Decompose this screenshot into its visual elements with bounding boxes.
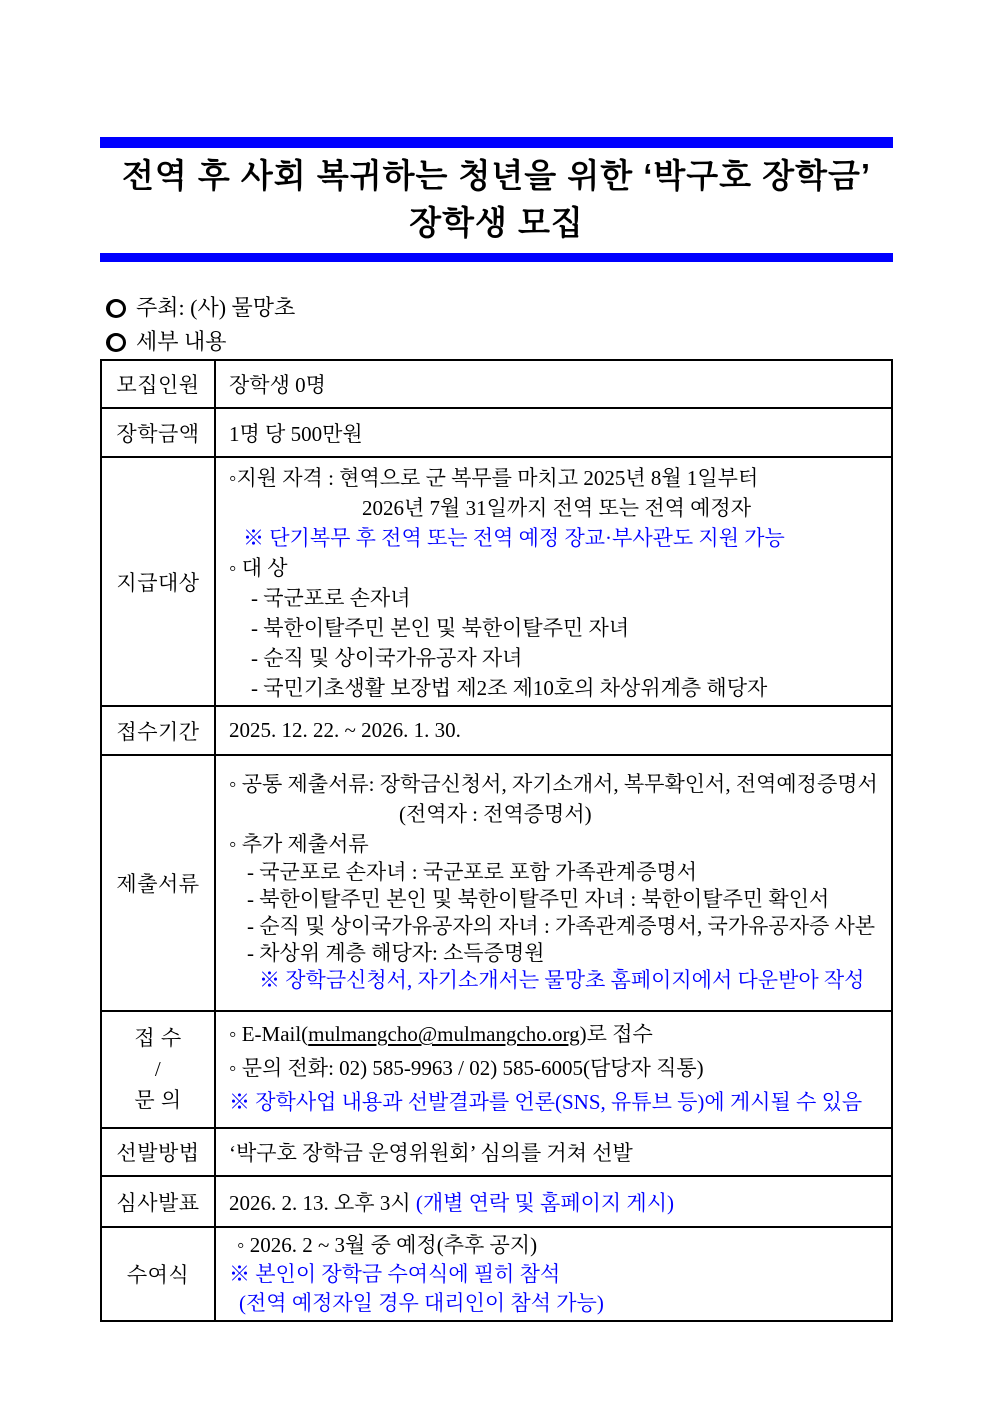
target-line: 2026년 7월 31일까지 전역 또는 전역 예정자 bbox=[362, 496, 752, 520]
documents-line: ◦ 추가 제출서류 bbox=[229, 832, 369, 856]
row-header-ceremony: 수여식 bbox=[101, 1227, 215, 1321]
documents-line: - 순직 및 상이국가유공자의 자녀 : 가족관계증명서, 국가유공자증 사본 bbox=[247, 914, 876, 938]
ceremony-note-line: (전역 예정자일 경우 대리인이 참석 가능) bbox=[239, 1290, 604, 1315]
recruit-count-text: 장학생 0명 bbox=[229, 373, 326, 397]
intro-section bbox=[106, 291, 295, 359]
row-header-apply-contact bbox=[101, 1011, 215, 1128]
announcement-datetime: 2026. 2. 13. 오후 3시 bbox=[229, 1190, 416, 1215]
table-row-announcement bbox=[101, 1176, 892, 1227]
row-value-announcement bbox=[215, 1176, 892, 1227]
target-line: ◦지원 자격 : 현역으로 군 복무를 마치고 2025년 8월 1일부터 bbox=[229, 466, 759, 490]
documents-line: - 국군포로 손자녀 : 국군포로 포함 가족관계증명서 bbox=[247, 860, 698, 884]
row-value-selection bbox=[215, 1128, 892, 1176]
scholarship-info-table bbox=[100, 359, 893, 1322]
circle-bullet-icon bbox=[106, 333, 126, 352]
row-header-selection: 선발방법 bbox=[101, 1128, 215, 1176]
row-header-amount: 장학금액 bbox=[101, 408, 215, 457]
documents-line: (전역자 : 전역증명서) bbox=[399, 802, 592, 826]
table-row-recruit-count bbox=[101, 360, 892, 408]
detail-line bbox=[106, 325, 295, 359]
announcement-line bbox=[229, 1187, 883, 1217]
page-title-line2: 장학생 모집 bbox=[409, 204, 584, 241]
documents-line: - 북한이탈주민 본인 및 북한이탈주민 자녀 : 북한이탈주민 확인서 bbox=[247, 887, 830, 911]
apply-header-line: 문 의 bbox=[134, 1088, 182, 1112]
table-row-period bbox=[101, 706, 892, 755]
target-line: - 순직 및 상이국가유공자 자녀 bbox=[251, 646, 523, 670]
documents-line: - 차상위 계층 해당자: 소득증명원 bbox=[247, 941, 545, 965]
table-row-amount bbox=[101, 408, 892, 457]
row-value-period bbox=[215, 706, 892, 755]
announcement-note: (개별 연락 및 홈페이지 게시) bbox=[415, 1190, 674, 1215]
row-value-recruit-count bbox=[215, 360, 892, 408]
row-header-documents: 제출서류 bbox=[101, 755, 215, 1011]
row-header-recruit-count: 모집인원 bbox=[101, 360, 215, 408]
title-divider-bottom bbox=[100, 253, 893, 262]
documents-line: ◦ 공통 제출서류: 장학금신청서, 자기소개서, 복무확인서, 전역예정증명서 bbox=[229, 772, 878, 796]
row-value-apply-contact bbox=[215, 1011, 892, 1128]
apply-header-line: 접 수 bbox=[134, 1026, 182, 1050]
row-header-announcement: 심사발표 bbox=[101, 1176, 215, 1227]
host-line bbox=[106, 291, 295, 325]
host-text: 주최: (사) 물망초 bbox=[136, 295, 296, 320]
table-row-ceremony bbox=[101, 1227, 892, 1321]
apply-header-slash: / bbox=[154, 1057, 162, 1081]
email-line bbox=[229, 1017, 883, 1051]
documents-note-line: ※ 장학금신청서, 자기소개서는 물망초 홈페이지에서 다운받아 작성 bbox=[259, 968, 865, 992]
row-value-documents bbox=[215, 755, 892, 1011]
selection-text: ‘박구호 장학금 운영위원회’ 심의를 거쳐 선발 bbox=[229, 1141, 633, 1165]
target-line: ◦ 대 상 bbox=[229, 556, 288, 580]
row-value-amount bbox=[215, 408, 892, 457]
target-line: - 국군포로 손자녀 bbox=[251, 586, 411, 610]
table-row-target bbox=[101, 457, 892, 706]
ceremony-note-line: ※ 본인이 장학금 수여식에 필히 참석 bbox=[229, 1261, 561, 1286]
row-header-period: 접수기간 bbox=[101, 706, 215, 755]
email-prefix: ◦ E-Mail( bbox=[229, 1022, 309, 1046]
ceremony-line: ◦ 2026. 2 ~ 3월 중 예정(추후 공지) bbox=[237, 1232, 538, 1257]
target-line: - 국민기초생활 보장법 제2조 제10호의 차상위계층 해당자 bbox=[251, 676, 768, 700]
target-line: - 북한이탈주민 본인 및 북한이탈주민 자녀 bbox=[251, 616, 630, 640]
email-suffix: )로 접수 bbox=[579, 1022, 653, 1046]
phone-line: ◦ 문의 전화: 02) 585-9963 / 02) 585-6005(담당자 직통) bbox=[229, 1056, 704, 1080]
table-row-documents bbox=[101, 755, 892, 1011]
page-title bbox=[100, 152, 893, 246]
circle-bullet-icon bbox=[106, 299, 126, 318]
row-header-target: 지급대상 bbox=[101, 457, 215, 706]
period-text: 2025. 12. 22. ~ 2026. 1. 30. bbox=[229, 718, 461, 742]
row-value-target bbox=[215, 457, 892, 706]
publish-notice-line: ※ 장학사업 내용과 선발결과를 언론(SNS, 유튜브 등)에 게시될 수 있음 bbox=[229, 1090, 863, 1114]
row-value-ceremony bbox=[215, 1227, 892, 1321]
table-row-apply-contact bbox=[101, 1011, 892, 1128]
target-note-line: ※ 단기복무 후 전역 또는 전역 예정 장교·부사관도 지원 가능 bbox=[243, 526, 785, 550]
amount-text: 1명 당 500만원 bbox=[229, 421, 363, 446]
email-link[interactable]: mulmangcho@mulmangcho.org bbox=[308, 1022, 580, 1046]
title-divider-top bbox=[100, 137, 893, 148]
page-title-line1: 전역 후 사회 복귀하는 청년을 위한 ‘박구호 장학금’ bbox=[121, 157, 872, 194]
detail-text: 세부 내용 bbox=[136, 329, 227, 354]
table-row-selection bbox=[101, 1128, 892, 1176]
